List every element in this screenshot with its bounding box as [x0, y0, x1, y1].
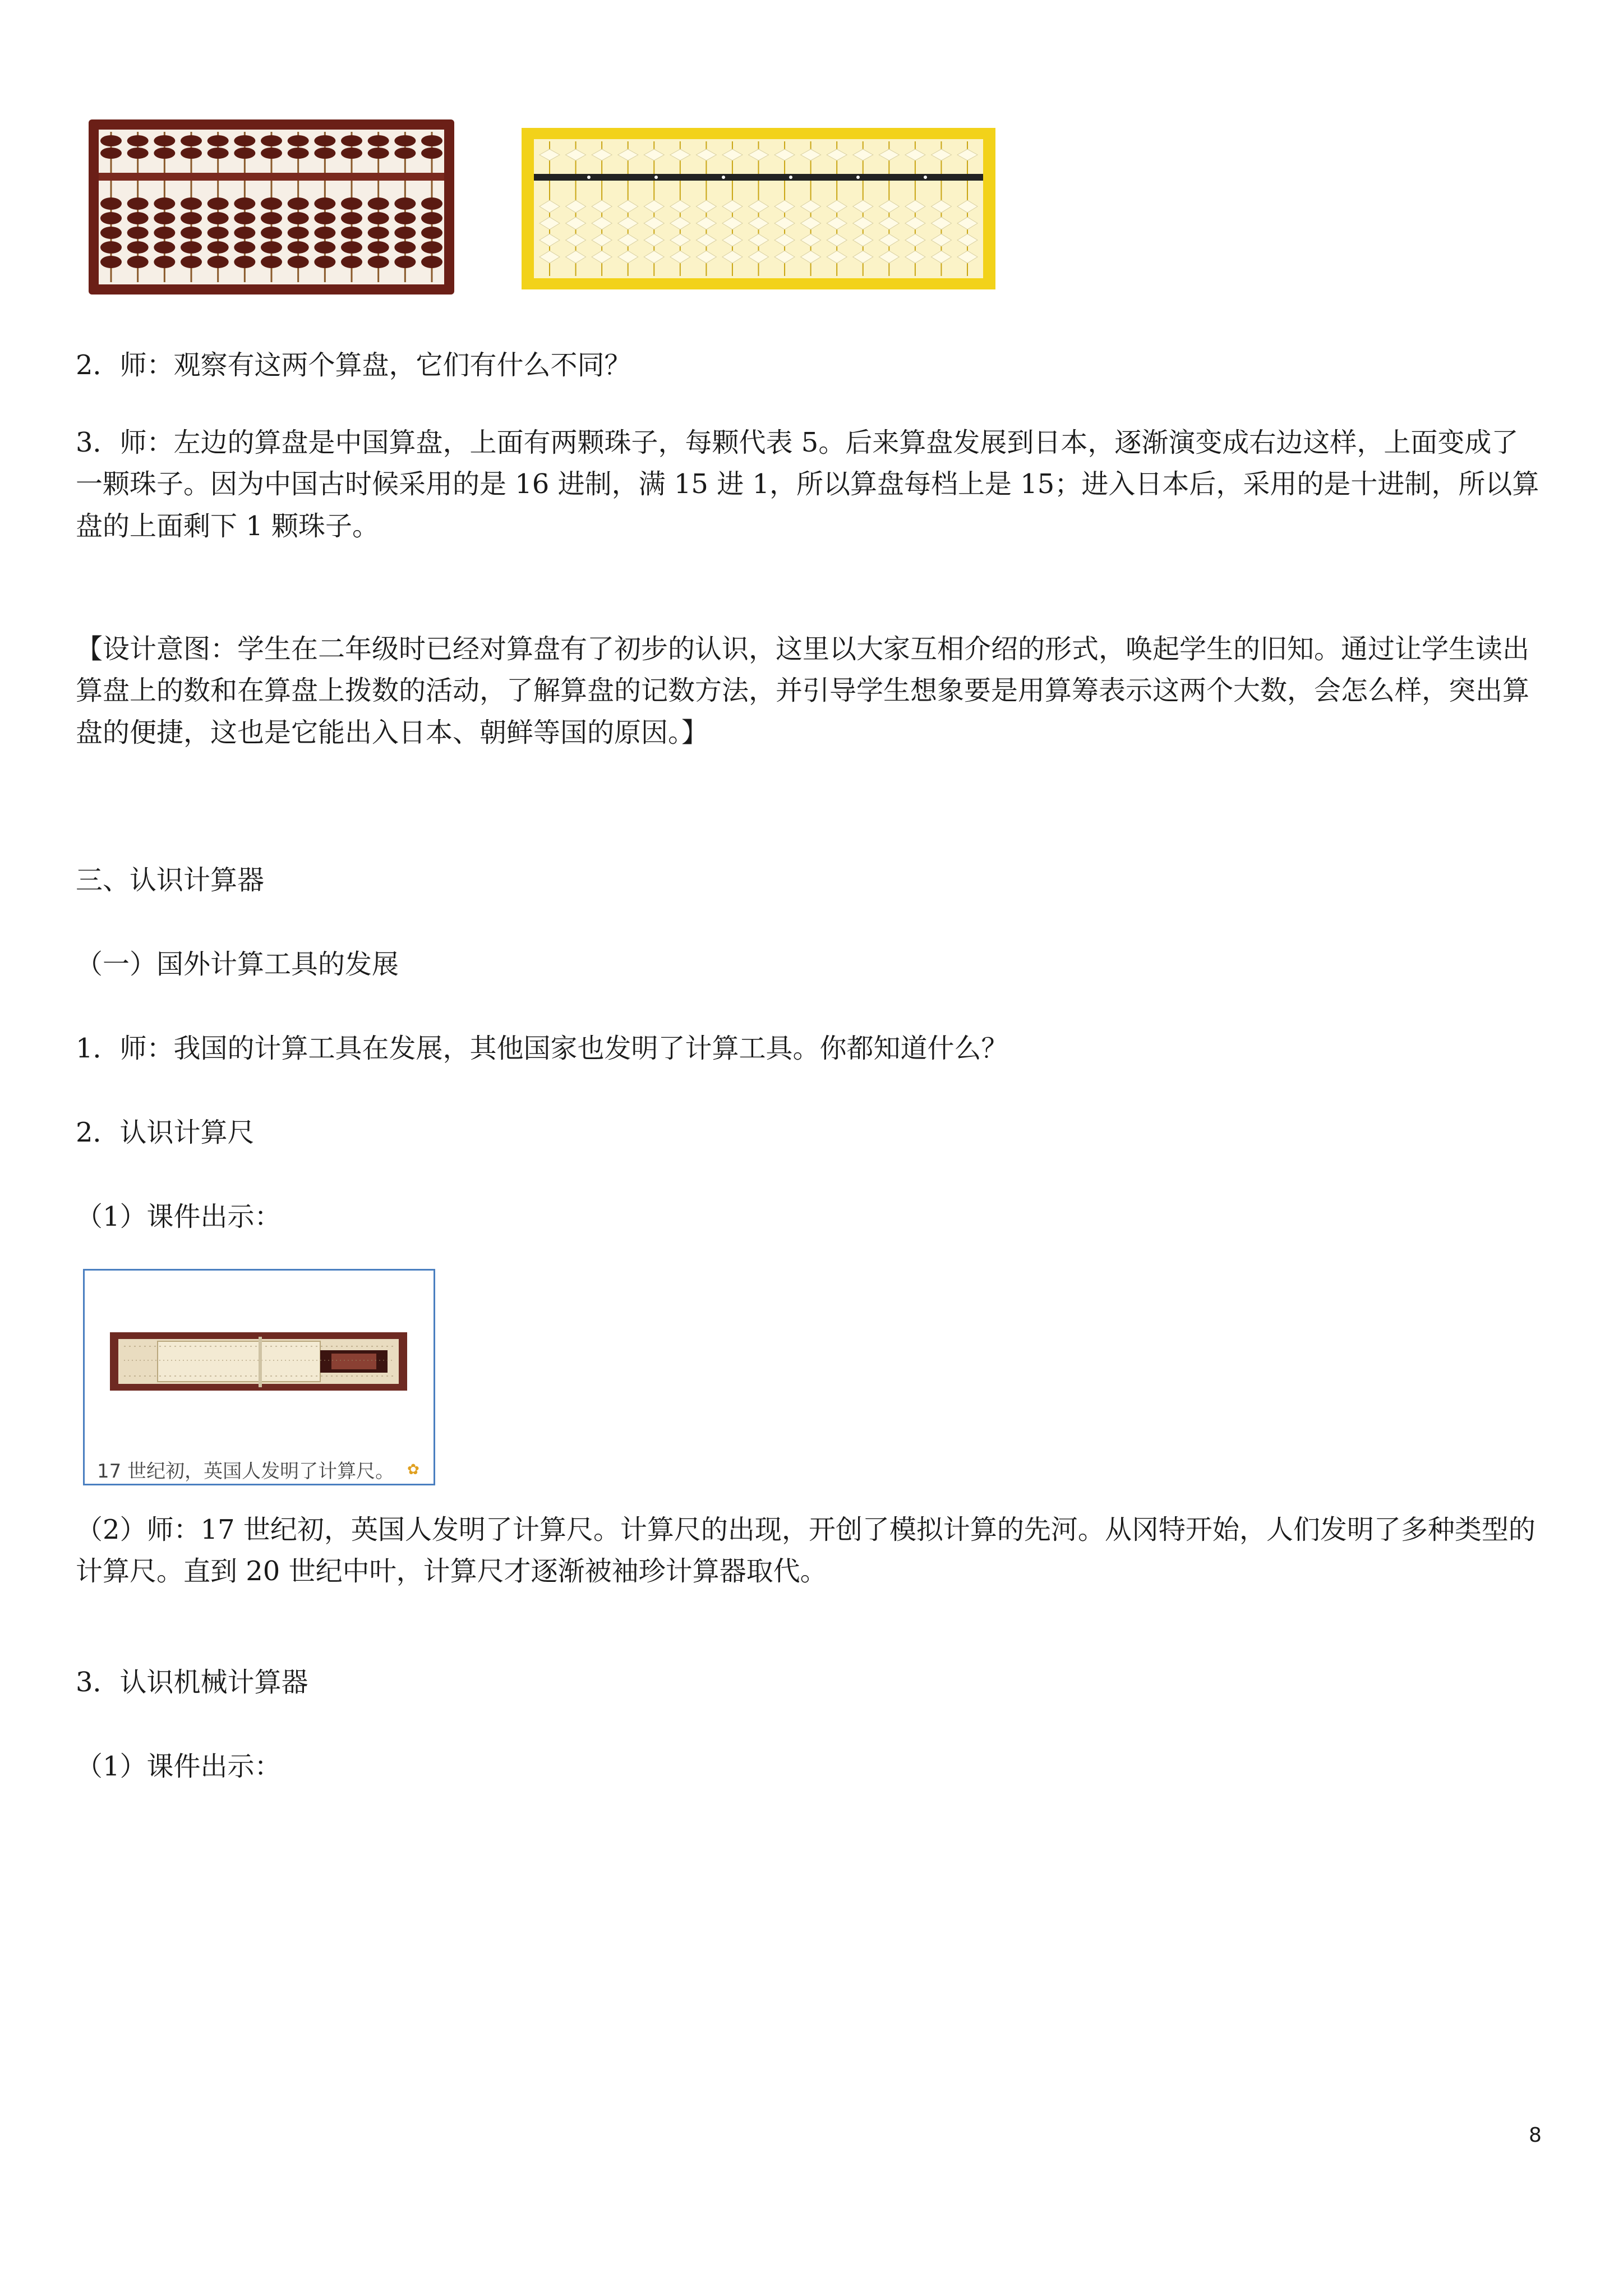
slide-rule-caption: 17 世纪初，英国人发明了计算尺。 [97, 1460, 395, 1483]
section-heading: 三、认识计算器 [76, 864, 265, 896]
paragraph-design-intent: 【设计意图：学生在二年级时已经对算盘有了初步的认识，这里以大家互相介绍的形式，唤起学生的旧知。通过让学生读出算盘上的数和在算盘上拨数的活动，了解算盘的记数方法，并引导学生想象要是用算筹表示这两个大数，会怎么样，突出算盘的便捷，这也是它能出入日本、朝鲜等国的原因。】 [76, 633, 1530, 748]
paragraph-explanation: 3．师：左边的算盘是中国算盘，上面有两颗珠子，每颗代表 5。后来算盘发展到日本，逐渐演变成右边这样，上面变成了一颗珠子。因为中国古时候采用的是 16 进制，满 15 进 1，所以算盘每档上是 15；进入日本后，采用的是十进制，所以算盘的上面剩下 1 颗珠子。 [76, 427, 1539, 542]
japanese-abacus-image [522, 128, 995, 289]
paragraph-courseware-2: （1）课件出示： [76, 1751, 282, 1782]
paragraph-question: 1．师：我国的计算工具在发展，其他国家也发明了计算工具。你都知道什么？ [76, 1033, 1008, 1064]
page-number: 8 [1529, 2124, 1542, 2147]
sparkle-icon: ✿ [407, 1461, 419, 1478]
subsection-heading: （一）国外计算工具的发展 [76, 949, 399, 980]
abacus-chinese-icon [89, 119, 454, 295]
slide-rule-image [83, 1269, 435, 1485]
paragraph-courseware-1: （1）课件出示： [76, 1201, 282, 1232]
paragraph-observe: 2．师：观察有这两个算盘，它们有什么不同？ [76, 349, 631, 381]
slide-rule-icon [85, 1271, 434, 1444]
paragraph-mechanical-title: 3．认识机械计算器 [76, 1667, 308, 1698]
chinese-abacus-image [89, 119, 454, 295]
paragraph-slide-rule-history: （2）师：17 世纪初，英国人发明了计算尺。计算尺的出现，开创了模拟计算的先河。从冈特开始，人们发明了多种类型的计算尺。直到 20 世纪中叶，计算尺才逐渐被袖珍计算器取代。 [76, 1514, 1536, 1588]
paragraph-slide-rule-title: 2．认识计算尺 [76, 1117, 255, 1148]
abacus-soroban-icon [522, 128, 995, 289]
